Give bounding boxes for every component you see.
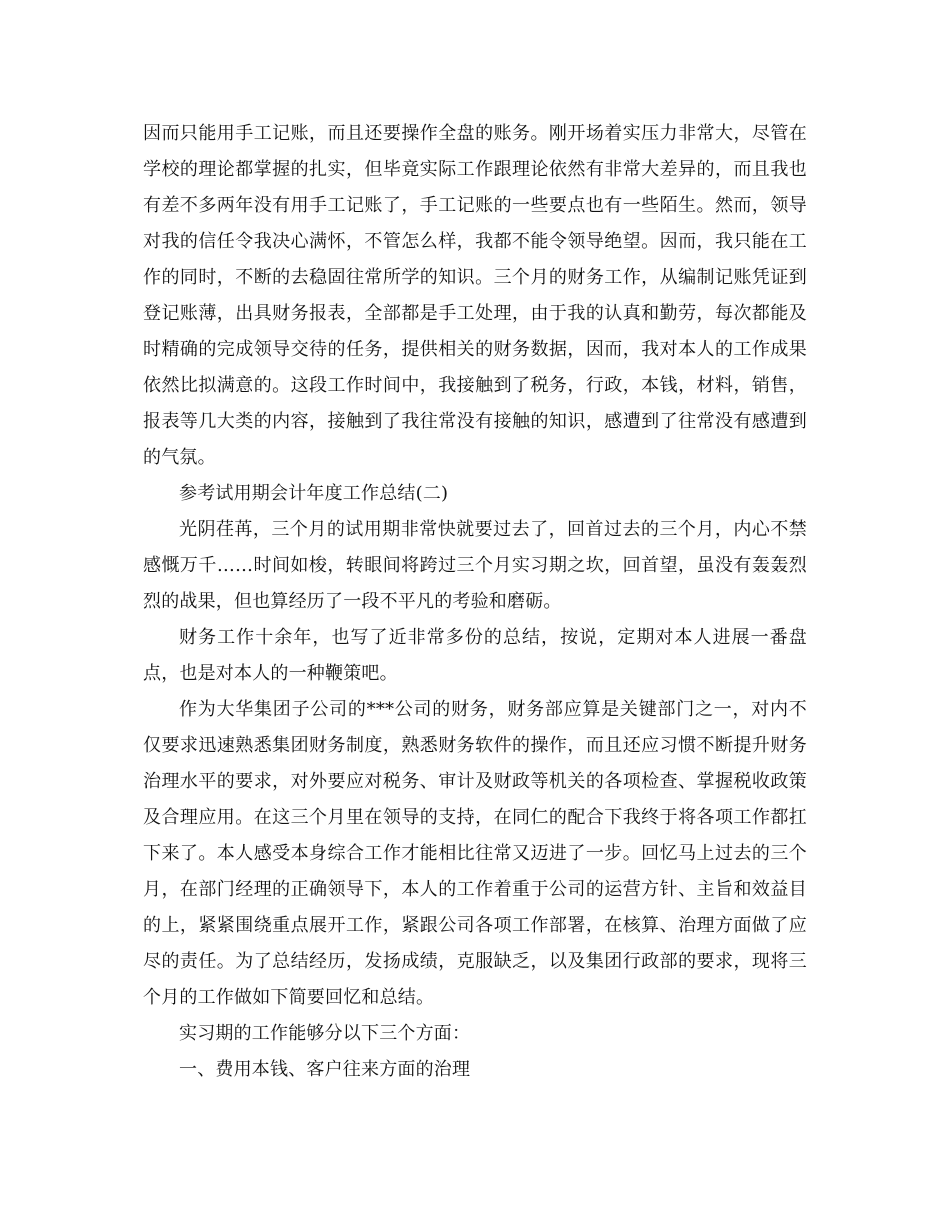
- paragraph-aspects-intro: 实习期的工作能够分以下三个方面：: [179, 1023, 471, 1044]
- paragraph-continuation: 因而只能用手工记账，而且还要操作全盘的账务。刚开场着实压力非常大，尽管在学校的理论都掌握的扎实，但毕竟实际工作跟理论依然有非常大差异的，而且我也有差不多两年没有用手工记账了，手工记账的一些要点也有一些陌生。然而，领导对我的信任令我决心满怀，不管怎么样，我都不能令领导绝望。因而，我只能在工作的同时，不断的去稳固往常所学的知识。三个月的财务工作，从编制记账凭证到登记账薄，出具财务报表，全部都是手工处理，由于我的认真和勤劳，每次都能及时精确的完成领导交待的任务，提供相关的财务数据，因而，我对本人的工作成果依然比拟满意的。这段工作时间中，我接触到了税务，行政，本钱，材料，销售，报表等几大类的内容，接触到了我往常没有接触的知识，感遭到了往常没有感遭到的气氛。: [143, 123, 807, 468]
- paragraph-reflection: 财务工作十余年，也写了近非常多份的总结，按说，定期对本人进展一番盘点，也是对本人的一种鞭策吧。: [143, 627, 807, 684]
- paragraph-intro: 光阴荏苒，三个月的试用期非常快就要过去了，回首过去的三个月，内心不禁感慨万千……时间如梭，转眼间将跨过三个月实习期之坎，回首望，虽没有轰轰烈烈的战果，但也算经历了一段不平凡的考验和磨砺。: [143, 519, 807, 612]
- document-body: [143, 116, 807, 1088]
- subheading-item-one: 一、费用本钱、客户往来方面的治理: [179, 1059, 471, 1080]
- paragraph-main-summary: 作为大华集团子公司的***公司的财务，财务部应算是关键部门之一，对内不仅要求迅速熟悉集团财务制度，熟悉财务软件的操作，而且还应习惯不断提升财务治理水平的要求，对外要应对税务、审计及财政等机关的各项检查、掌握税收政策及合理应用。在这三个月里在领导的支持，在同仁的配合下我终于将各项工作都扛下来了。本人感受本身综合工作才能相比往常又迈进了一步。回忆马上过去的三个月，在部门经理的正确领导下，本人的工作着重于公司的运营方针、主旨和效益目的上，紧紧围绕重点展开工作，紧跟公司各项工作部署，在核算、治理方面做了应尽的责任。为了总结经历，发扬成绩，克服缺乏，以及集团行政部的要求，现将三个月的工作做如下简要回忆和总结。: [143, 699, 807, 1008]
- section-heading: 参考试用期会计年度工作总结(二): [179, 483, 449, 504]
